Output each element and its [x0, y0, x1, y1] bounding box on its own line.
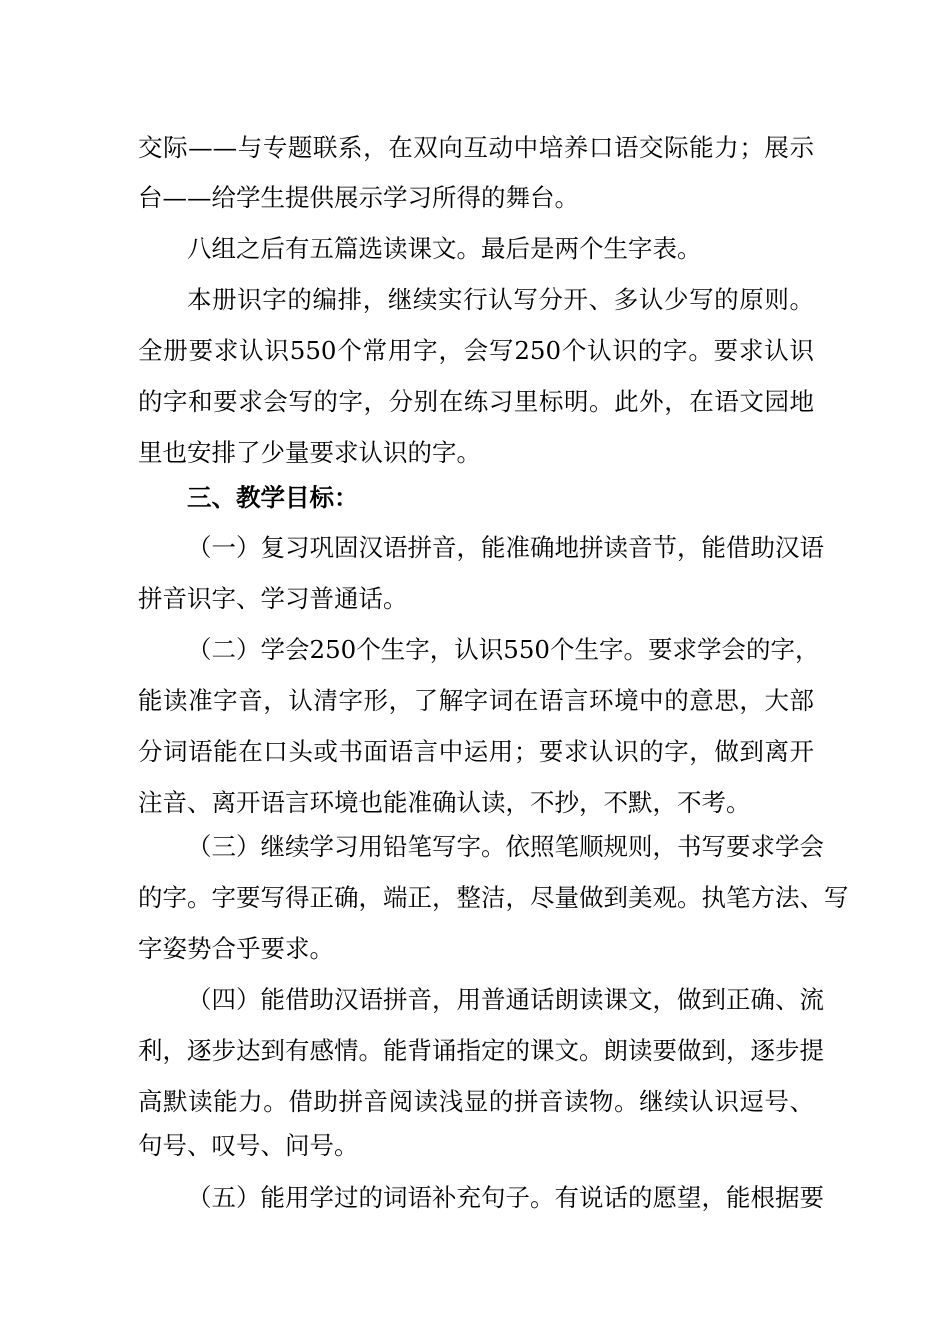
text-line: 能读准字音，认清字形，了解字词在语言环境中的意思，大部 [138, 686, 814, 715]
section-heading: 三、教学目标： [187, 483, 359, 512]
text-line: （四）能借助汉语拼音，用普通话朗读课文，做到正确、流 [187, 985, 824, 1014]
text-line: （五）能用学过的词语补充句子。有说话的愿望，能根据要 [187, 1183, 824, 1212]
text-line: 分词语能在口头或书面语言中运用；要求认识的字，做到离开 [138, 737, 814, 766]
text-line: 利，逐步达到有感情。能背诵指定的课文。朗读要做到，逐步提 [138, 1036, 824, 1065]
text-line: 交际——与专题联系，在双向互动中培养口语交际能力；展示 [138, 133, 814, 162]
text-line: 台——给学生提供展示学习所得的舞台。 [138, 183, 579, 212]
text-line: 里也安排了少量要求认识的字。 [138, 438, 481, 467]
text-line: （三）继续学习用铅笔写字。依照笔顺规则，书写要求学会 [187, 832, 824, 861]
text-line: 字姿势合乎要求。 [138, 934, 334, 963]
text-line: 的字。字要写得正确，端正，整洁，尽量做到美观。执笔方法、写 [138, 883, 849, 912]
text-line: 的字和要求会写的字，分别在练习里标明。此外，在语文园地 [138, 387, 814, 416]
text-line: 高默读能力。借助拼音阅读浅显的拼音读物。继续认识逗号、 [138, 1087, 814, 1116]
text-line: 全册要求认识550个常用字，会写250个认识的字。要求认识 [138, 336, 814, 365]
text-line: 八组之后有五篇选读课文。最后是两个生字表。 [187, 234, 702, 263]
text-line: （一）复习巩固汉语拼音，能准确地拼读音节，能借助汉语 [187, 533, 824, 562]
text-line: 句号、叹号、问号。 [138, 1131, 359, 1160]
text-line: 拼音识字、学习普通话。 [138, 584, 408, 613]
text-line: 本册识字的编排，继续实行认写分开、多认少写的原则。 [187, 285, 814, 314]
text-line: 注音、离开语言环境也能准确认读，不抄，不默，不考。 [138, 788, 751, 817]
text-line: （二）学会250个生字，认识550个生字。要求学会的字， [187, 635, 820, 664]
